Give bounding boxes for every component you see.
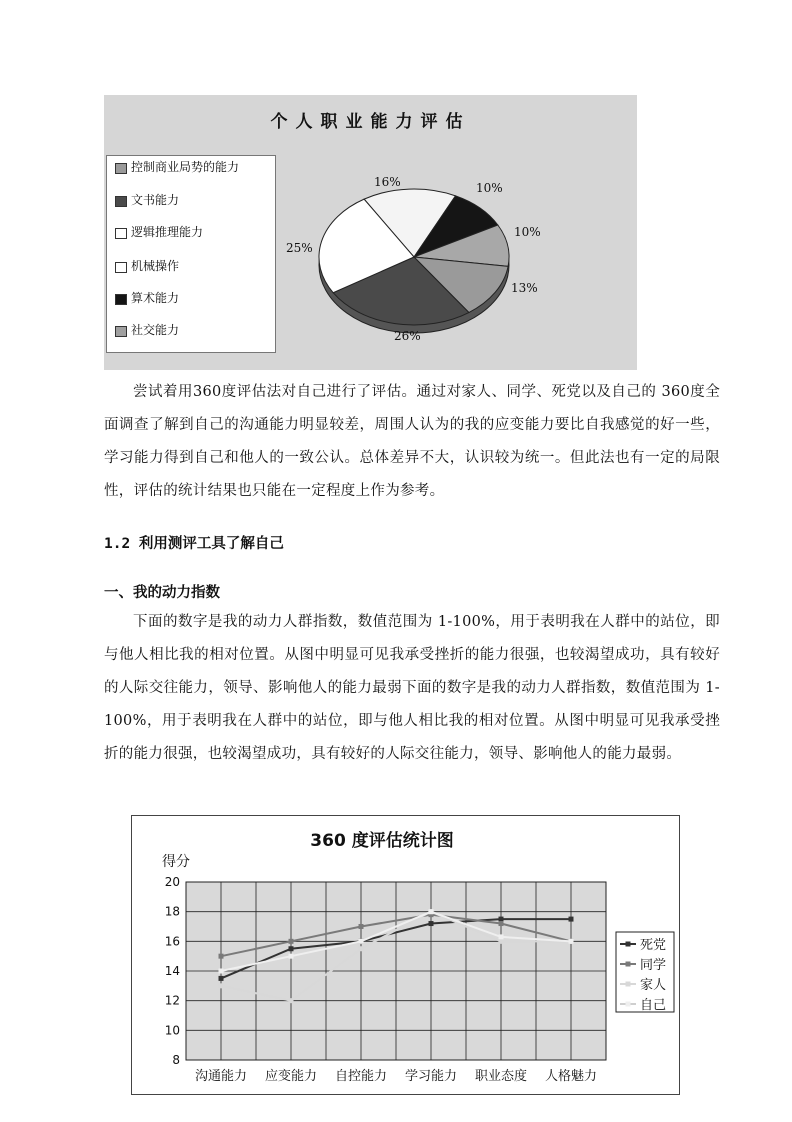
legend-label: 自己 (640, 998, 667, 1013)
legend-label: 机械操作 (131, 259, 180, 273)
legend-label: 逻辑推理能力 (131, 225, 204, 239)
y-tick-label: 18 (164, 904, 180, 919)
y-tick-label: 8 (172, 1053, 180, 1067)
data-point (359, 939, 364, 944)
legend-marker (626, 942, 631, 947)
data-point (289, 998, 294, 1003)
y-tick-label: 16 (164, 934, 180, 949)
pie-slice-label: 25% (286, 241, 313, 255)
legend-label: 同学 (640, 958, 667, 973)
pie-chart-svg (104, 95, 637, 370)
data-point (429, 921, 434, 926)
data-point (219, 983, 224, 988)
y-axis-label: 得分 (162, 854, 190, 870)
legend-label: 死党 (640, 938, 667, 953)
x-tick-label: 职业态度 (474, 1069, 528, 1084)
pie-slice-label: 13% (511, 281, 538, 295)
pie-chart-figure (104, 95, 637, 370)
data-point (219, 954, 224, 959)
data-point (289, 946, 294, 951)
pie-chart-title: 个人职业能力评估 (270, 112, 471, 132)
data-point (289, 939, 294, 944)
data-point (359, 924, 364, 929)
data-point (569, 917, 574, 922)
pie-slice-label: 26% (394, 329, 421, 343)
x-tick-label: 人格魅力 (544, 1069, 598, 1084)
data-point (219, 969, 224, 974)
paragraph-360-evaluation: 尝试着用360度评估法对自己进行了评估。通过对家人、同学、死党以及自己的 360度全面调查了解到自己的沟通能力明显较差，周围人认为的我的应变能力要比自我感觉的好一些，学习能力得到自己和他人的一致公认。总体差异不大，认识较为统一。但此法也有一定的局限性，评估的统计结果也只能在一定程度上作为参考。 (104, 384, 720, 499)
chart-title: 360 度评估统计图 (310, 831, 454, 851)
y-tick-label: 14 (164, 964, 180, 978)
data-point (429, 909, 434, 914)
pie-slice-label: 10% (514, 225, 541, 239)
x-tick-label: 沟通能力 (194, 1069, 248, 1084)
legend-label: 家人 (640, 978, 667, 993)
pie-slice-label: 16% (374, 175, 401, 189)
data-point (499, 921, 504, 926)
legend-label: 社交能力 (131, 323, 180, 337)
legend-label: 文书能力 (131, 193, 180, 207)
legend-marker (626, 962, 631, 967)
data-point (499, 939, 504, 944)
legend-marker (626, 1002, 631, 1007)
data-point (289, 954, 294, 959)
x-tick-label: 学习能力 (404, 1069, 458, 1084)
x-tick-label: 应变能力 (264, 1069, 318, 1084)
line-chart-figure (131, 815, 680, 1095)
pie-slice-label: 10% (476, 181, 503, 195)
y-tick-label: 12 (164, 993, 180, 1008)
x-tick-label: 自控能力 (334, 1069, 388, 1084)
data-point (359, 946, 364, 951)
line-chart-svg (132, 816, 679, 1094)
legend-label: 控制商业局势的能力 (131, 160, 240, 174)
paragraph-motivation-index: 下面的数字是我的动力人群指数，数值范围为 1-100%，用于表明我在人群中的站位，即与他人相比我的相对位置。从图中明显可见我承受挫折的能力很强，也较渴望成功，具有较好的人际交往能力，领导、影响他人的能力最弱下面的数字是我的动力人群指数，数值范围为 1-100%，用于表明我在人群中的站位，即与他人相比我的相对位置。从图中明显可见我承受挫折的能力很强，也较渴望成功，具有较好的人际交往能力，领导、影响他人的能力最弱。 (104, 614, 720, 762)
legend-label: 算术能力 (131, 291, 180, 305)
section-heading-1-2: 1.2 利用测评工具了解自己 (104, 536, 284, 552)
legend-marker (626, 982, 631, 987)
data-point (569, 939, 574, 944)
y-tick-label: 10 (164, 1023, 180, 1038)
data-point (499, 917, 504, 922)
subsection-heading-motivation: 一、我的动力指数 (104, 585, 220, 601)
y-tick-label: 20 (164, 875, 180, 889)
data-point (219, 976, 224, 981)
data-point (499, 934, 504, 939)
